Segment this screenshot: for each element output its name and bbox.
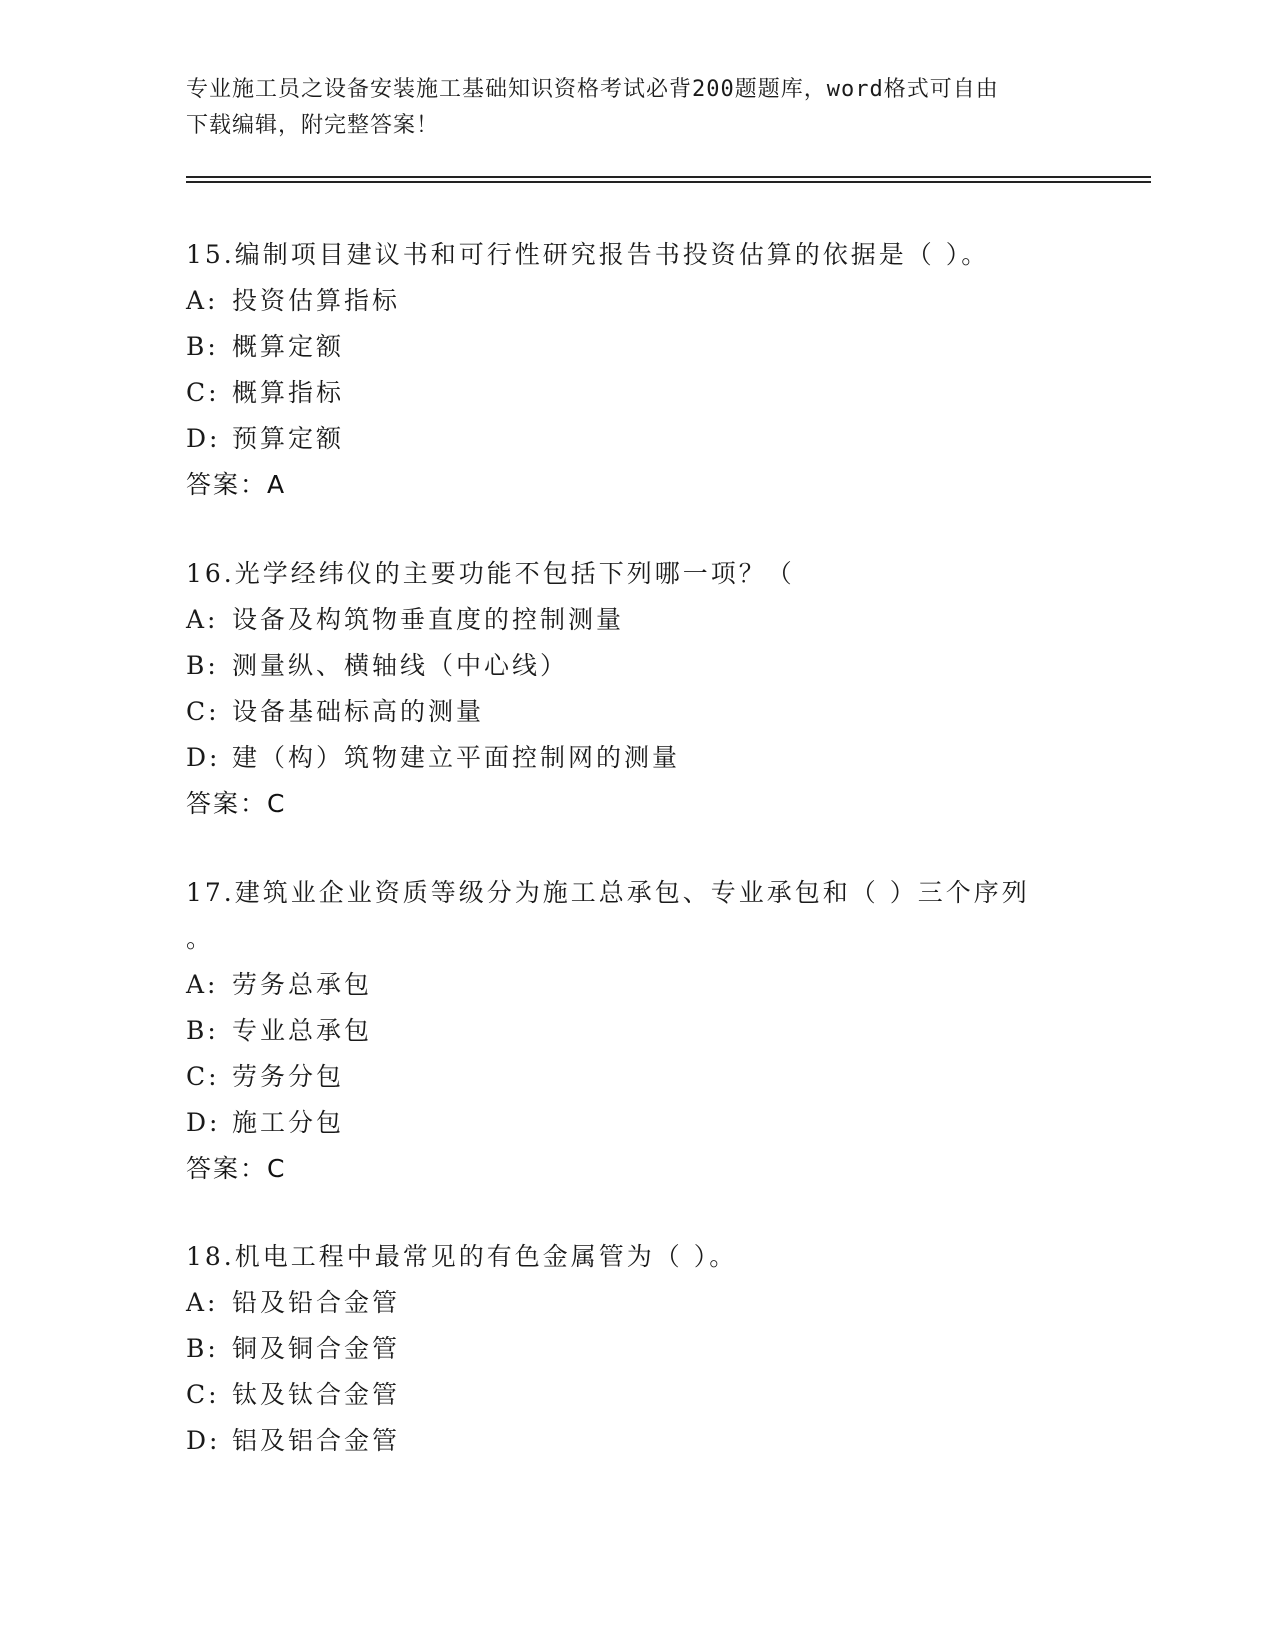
option-key: B: — [186, 1334, 219, 1363]
answer: 答案：C — [186, 789, 287, 818]
option-key: C: — [186, 378, 220, 407]
question-stem: 18.机电工程中最常见的有色金属管为（ ）。 — [186, 1242, 738, 1271]
question-16 — [186, 551, 1086, 827]
document-header — [186, 72, 1086, 144]
option-key: B: — [186, 332, 219, 361]
option-d — [186, 416, 1086, 462]
option-key: B: — [186, 651, 219, 680]
option-text: 投资估算指标 — [232, 286, 401, 315]
option-key: C: — [186, 1380, 220, 1409]
option-text: 设备基础标高的测量 — [232, 697, 485, 726]
option-a — [186, 597, 1086, 643]
option-key: A: — [186, 970, 219, 999]
option-text: 建（构）筑物建立平面控制网的测量 — [232, 743, 681, 772]
option-text: 铅及铅合金管 — [232, 1288, 401, 1317]
option-text: 预算定额 — [232, 424, 345, 453]
option-text: 铜及铜合金管 — [232, 1334, 401, 1363]
option-key: D: — [186, 1108, 221, 1137]
answer: 答案：C — [186, 1154, 287, 1183]
option-text: 钛及钛合金管 — [232, 1380, 401, 1409]
option-text: 专业总承包 — [232, 1016, 373, 1045]
question-17 — [186, 870, 1086, 1192]
option-text: 概算定额 — [232, 332, 345, 361]
option-c — [186, 1054, 1086, 1100]
question-15 — [186, 232, 1086, 508]
option-d — [186, 1418, 1086, 1464]
option-b — [186, 324, 1086, 370]
header-line-2: 下载编辑，附完整答案！ — [186, 113, 440, 138]
option-text: 概算指标 — [232, 378, 345, 407]
option-b — [186, 1326, 1086, 1372]
option-key: C: — [186, 1062, 220, 1091]
question-stem-continuation: 。 — [186, 924, 215, 953]
option-c — [186, 1372, 1086, 1418]
option-text: 劳务分包 — [232, 1062, 345, 1091]
option-key: D: — [186, 424, 221, 453]
header-divider-top — [186, 176, 1151, 178]
option-text: 测量纵、横轴线（中心线） — [232, 651, 569, 680]
option-b — [186, 643, 1086, 689]
option-b — [186, 1008, 1086, 1054]
option-d — [186, 1100, 1086, 1146]
question-stem: 15.编制项目建议书和可行性研究报告书投资估算的依据是（ ）。 — [186, 240, 990, 269]
option-key: A: — [186, 605, 219, 634]
option-key: B: — [186, 1016, 219, 1045]
option-text: 铝及铝合金管 — [232, 1426, 401, 1455]
option-key: D: — [186, 1426, 221, 1455]
option-a — [186, 278, 1086, 324]
option-a — [186, 1280, 1086, 1326]
question-stem: 17.建筑业企业资质等级分为施工总承包、专业承包和（ ）三个序列 — [186, 878, 1030, 907]
header-line-1: 专业施工员之设备安装施工基础知识资格考试必背200题题库，word格式可自由 — [186, 77, 999, 102]
option-text: 劳务总承包 — [232, 970, 373, 999]
option-key: A: — [186, 1288, 219, 1317]
option-d — [186, 735, 1086, 781]
option-c — [186, 689, 1086, 735]
option-c — [186, 370, 1086, 416]
option-text: 施工分包 — [232, 1108, 345, 1137]
option-a — [186, 962, 1086, 1008]
question-18 — [186, 1234, 1086, 1464]
option-key: C: — [186, 697, 220, 726]
header-divider-bottom — [186, 181, 1151, 183]
option-key: A: — [186, 286, 219, 315]
answer: 答案：A — [186, 470, 287, 499]
option-key: D: — [186, 743, 221, 772]
question-stem: 16.光学经纬仪的主要功能不包括下列哪一项？（ — [186, 559, 795, 588]
option-text: 设备及构筑物垂直度的控制测量 — [232, 605, 625, 634]
